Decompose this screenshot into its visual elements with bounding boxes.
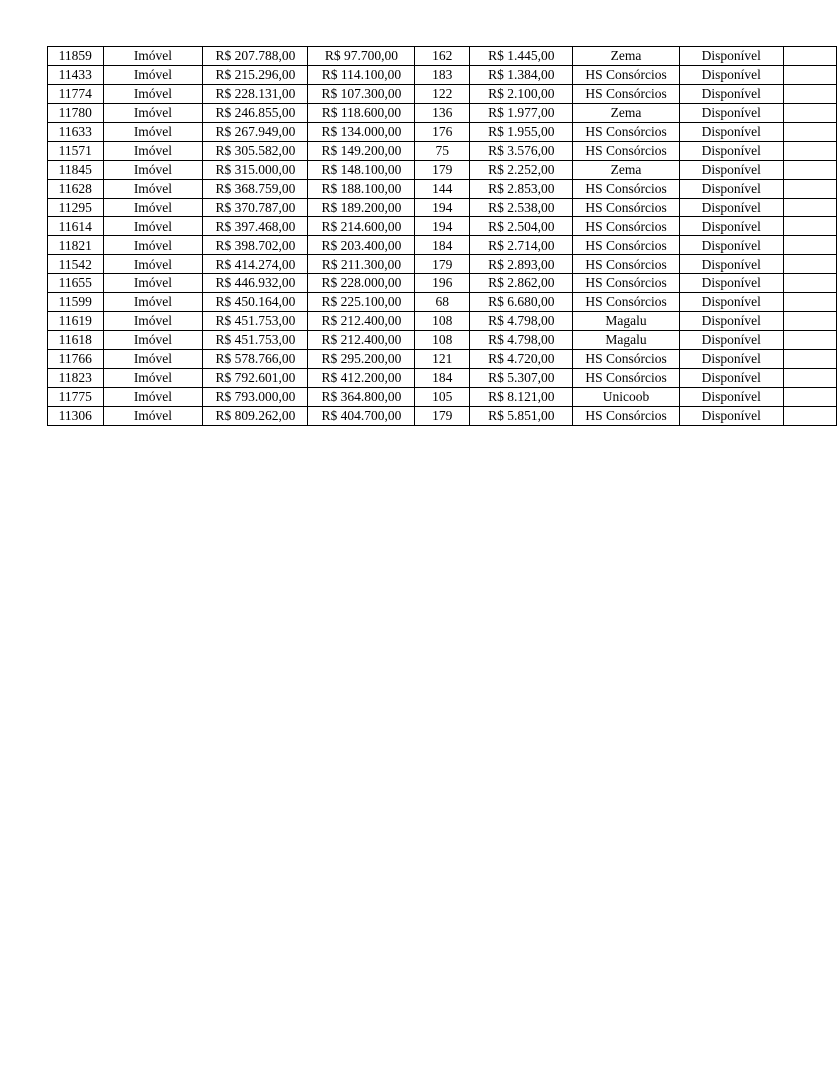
cell-paid-value: R$ 212.400,00: [308, 331, 415, 350]
cell-installment: R$ 8.121,00: [470, 387, 573, 406]
cell-asset-type: Imóvel: [103, 198, 203, 217]
table-row: [48, 198, 837, 217]
cell-id: 11775: [48, 387, 104, 406]
cell-installment: R$ 1.445,00: [470, 47, 573, 66]
cell-paid-value: R$ 148.100,00: [308, 160, 415, 179]
cell-administrator: HS Consórcios: [573, 274, 679, 293]
cell-status: Disponível: [679, 122, 783, 141]
cell-administrator: HS Consórcios: [573, 406, 679, 425]
consortium-listing-table: [47, 46, 837, 426]
table-body: [48, 47, 837, 426]
table-row: [48, 368, 837, 387]
cell-paid-value: R$ 212.400,00: [308, 312, 415, 331]
cell-asset-type: Imóvel: [103, 368, 203, 387]
cell-installment: R$ 2.538,00: [470, 198, 573, 217]
cell-credit-value: R$ 809.262,00: [203, 406, 308, 425]
cell-paid-value: R$ 97.700,00: [308, 47, 415, 66]
cell-extra: [783, 217, 836, 236]
cell-term: 194: [415, 217, 470, 236]
cell-asset-type: Imóvel: [103, 331, 203, 350]
cell-administrator: HS Consórcios: [573, 122, 679, 141]
cell-term: 105: [415, 387, 470, 406]
cell-term: 176: [415, 122, 470, 141]
cell-asset-type: Imóvel: [103, 160, 203, 179]
cell-credit-value: R$ 246.855,00: [203, 103, 308, 122]
cell-installment: R$ 5.307,00: [470, 368, 573, 387]
cell-administrator: HS Consórcios: [573, 141, 679, 160]
cell-installment: R$ 1.384,00: [470, 65, 573, 84]
cell-id: 11859: [48, 47, 104, 66]
cell-id: 11766: [48, 350, 104, 369]
cell-installment: R$ 5.851,00: [470, 406, 573, 425]
cell-id: 11633: [48, 122, 104, 141]
cell-extra: [783, 65, 836, 84]
cell-asset-type: Imóvel: [103, 65, 203, 84]
cell-paid-value: R$ 134.000,00: [308, 122, 415, 141]
cell-asset-type: Imóvel: [103, 236, 203, 255]
cell-installment: R$ 4.798,00: [470, 312, 573, 331]
cell-id: 11433: [48, 65, 104, 84]
cell-credit-value: R$ 368.759,00: [203, 179, 308, 198]
cell-extra: [783, 274, 836, 293]
cell-asset-type: Imóvel: [103, 387, 203, 406]
cell-term: 184: [415, 368, 470, 387]
cell-credit-value: R$ 315.000,00: [203, 160, 308, 179]
cell-term: 179: [415, 255, 470, 274]
table-row: [48, 331, 837, 350]
cell-credit-value: R$ 578.766,00: [203, 350, 308, 369]
table-row: [48, 179, 837, 198]
cell-installment: R$ 4.798,00: [470, 331, 573, 350]
cell-credit-value: R$ 793.000,00: [203, 387, 308, 406]
cell-asset-type: Imóvel: [103, 255, 203, 274]
cell-asset-type: Imóvel: [103, 84, 203, 103]
cell-paid-value: R$ 225.100,00: [308, 293, 415, 312]
table-row: [48, 84, 837, 103]
cell-id: 11823: [48, 368, 104, 387]
cell-paid-value: R$ 211.300,00: [308, 255, 415, 274]
cell-asset-type: Imóvel: [103, 406, 203, 425]
cell-paid-value: R$ 114.100,00: [308, 65, 415, 84]
cell-extra: [783, 84, 836, 103]
cell-id: 11619: [48, 312, 104, 331]
cell-extra: [783, 160, 836, 179]
cell-term: 194: [415, 198, 470, 217]
cell-installment: R$ 2.100,00: [470, 84, 573, 103]
cell-extra: [783, 103, 836, 122]
cell-installment: R$ 4.720,00: [470, 350, 573, 369]
cell-paid-value: R$ 412.200,00: [308, 368, 415, 387]
cell-administrator: Magalu: [573, 312, 679, 331]
cell-asset-type: Imóvel: [103, 47, 203, 66]
cell-credit-value: R$ 451.753,00: [203, 331, 308, 350]
cell-id: 11306: [48, 406, 104, 425]
cell-credit-value: R$ 215.296,00: [203, 65, 308, 84]
cell-administrator: Magalu: [573, 331, 679, 350]
cell-term: 196: [415, 274, 470, 293]
cell-extra: [783, 47, 836, 66]
cell-credit-value: R$ 207.788,00: [203, 47, 308, 66]
cell-status: Disponível: [679, 387, 783, 406]
cell-term: 179: [415, 406, 470, 425]
cell-status: Disponível: [679, 179, 783, 198]
table-row: [48, 255, 837, 274]
cell-status: Disponível: [679, 406, 783, 425]
cell-status: Disponível: [679, 255, 783, 274]
cell-term: 121: [415, 350, 470, 369]
cell-term: 179: [415, 160, 470, 179]
cell-credit-value: R$ 446.932,00: [203, 274, 308, 293]
cell-administrator: HS Consórcios: [573, 65, 679, 84]
table-row: [48, 160, 837, 179]
table-row: [48, 47, 837, 66]
cell-status: Disponível: [679, 65, 783, 84]
cell-administrator: Zema: [573, 160, 679, 179]
cell-credit-value: R$ 414.274,00: [203, 255, 308, 274]
cell-extra: [783, 331, 836, 350]
cell-id: 11845: [48, 160, 104, 179]
cell-administrator: HS Consórcios: [573, 236, 679, 255]
cell-asset-type: Imóvel: [103, 141, 203, 160]
cell-credit-value: R$ 228.131,00: [203, 84, 308, 103]
cell-status: Disponível: [679, 293, 783, 312]
cell-administrator: HS Consórcios: [573, 368, 679, 387]
cell-installment: R$ 1.955,00: [470, 122, 573, 141]
cell-paid-value: R$ 404.700,00: [308, 406, 415, 425]
cell-administrator: HS Consórcios: [573, 179, 679, 198]
cell-administrator: HS Consórcios: [573, 217, 679, 236]
cell-id: 11614: [48, 217, 104, 236]
cell-status: Disponível: [679, 331, 783, 350]
cell-credit-value: R$ 267.949,00: [203, 122, 308, 141]
table-row: [48, 217, 837, 236]
table-row: [48, 65, 837, 84]
cell-extra: [783, 293, 836, 312]
cell-status: Disponível: [679, 160, 783, 179]
table-row: [48, 141, 837, 160]
cell-paid-value: R$ 107.300,00: [308, 84, 415, 103]
cell-status: Disponível: [679, 350, 783, 369]
cell-status: Disponível: [679, 312, 783, 331]
cell-status: Disponível: [679, 141, 783, 160]
cell-asset-type: Imóvel: [103, 179, 203, 198]
cell-id: 11780: [48, 103, 104, 122]
cell-installment: R$ 1.977,00: [470, 103, 573, 122]
cell-term: 68: [415, 293, 470, 312]
cell-administrator: HS Consórcios: [573, 198, 679, 217]
cell-credit-value: R$ 305.582,00: [203, 141, 308, 160]
cell-installment: R$ 6.680,00: [470, 293, 573, 312]
table-row: [48, 103, 837, 122]
cell-installment: R$ 3.576,00: [470, 141, 573, 160]
cell-administrator: HS Consórcios: [573, 350, 679, 369]
cell-installment: R$ 2.862,00: [470, 274, 573, 293]
cell-term: 108: [415, 331, 470, 350]
table-row: [48, 350, 837, 369]
cell-asset-type: Imóvel: [103, 312, 203, 331]
cell-status: Disponível: [679, 217, 783, 236]
cell-administrator: HS Consórcios: [573, 84, 679, 103]
cell-id: 11774: [48, 84, 104, 103]
cell-administrator: Unicoob: [573, 387, 679, 406]
cell-credit-value: R$ 370.787,00: [203, 198, 308, 217]
cell-term: 183: [415, 65, 470, 84]
cell-id: 11542: [48, 255, 104, 274]
cell-extra: [783, 179, 836, 198]
cell-asset-type: Imóvel: [103, 350, 203, 369]
cell-id: 11628: [48, 179, 104, 198]
cell-extra: [783, 236, 836, 255]
table-row: [48, 312, 837, 331]
cell-extra: [783, 350, 836, 369]
table-row: [48, 293, 837, 312]
cell-credit-value: R$ 398.702,00: [203, 236, 308, 255]
cell-paid-value: R$ 228.000,00: [308, 274, 415, 293]
cell-id: 11618: [48, 331, 104, 350]
table-row: [48, 406, 837, 425]
cell-administrator: HS Consórcios: [573, 293, 679, 312]
cell-status: Disponível: [679, 274, 783, 293]
cell-paid-value: R$ 214.600,00: [308, 217, 415, 236]
cell-extra: [783, 406, 836, 425]
table-row: [48, 387, 837, 406]
cell-term: 162: [415, 47, 470, 66]
cell-status: Disponível: [679, 47, 783, 66]
cell-term: 144: [415, 179, 470, 198]
cell-status: Disponível: [679, 198, 783, 217]
cell-paid-value: R$ 189.200,00: [308, 198, 415, 217]
cell-paid-value: R$ 118.600,00: [308, 103, 415, 122]
cell-paid-value: R$ 149.200,00: [308, 141, 415, 160]
cell-installment: R$ 2.252,00: [470, 160, 573, 179]
cell-installment: R$ 2.893,00: [470, 255, 573, 274]
cell-installment: R$ 2.853,00: [470, 179, 573, 198]
cell-id: 11571: [48, 141, 104, 160]
cell-extra: [783, 122, 836, 141]
cell-installment: R$ 2.504,00: [470, 217, 573, 236]
cell-id: 11599: [48, 293, 104, 312]
cell-id: 11295: [48, 198, 104, 217]
cell-id: 11655: [48, 274, 104, 293]
cell-status: Disponível: [679, 236, 783, 255]
cell-term: 108: [415, 312, 470, 331]
table-row: [48, 236, 837, 255]
cell-extra: [783, 255, 836, 274]
cell-extra: [783, 198, 836, 217]
cell-extra: [783, 141, 836, 160]
cell-asset-type: Imóvel: [103, 274, 203, 293]
table-row: [48, 122, 837, 141]
cell-paid-value: R$ 364.800,00: [308, 387, 415, 406]
cell-administrator: Zema: [573, 103, 679, 122]
cell-credit-value: R$ 397.468,00: [203, 217, 308, 236]
cell-term: 75: [415, 141, 470, 160]
cell-asset-type: Imóvel: [103, 103, 203, 122]
table-row: [48, 274, 837, 293]
cell-administrator: HS Consórcios: [573, 255, 679, 274]
cell-extra: [783, 312, 836, 331]
cell-term: 184: [415, 236, 470, 255]
cell-status: Disponível: [679, 368, 783, 387]
cell-id: 11821: [48, 236, 104, 255]
cell-extra: [783, 368, 836, 387]
cell-credit-value: R$ 451.753,00: [203, 312, 308, 331]
cell-credit-value: R$ 450.164,00: [203, 293, 308, 312]
cell-asset-type: Imóvel: [103, 293, 203, 312]
cell-status: Disponível: [679, 84, 783, 103]
cell-installment: R$ 2.714,00: [470, 236, 573, 255]
cell-administrator: Zema: [573, 47, 679, 66]
cell-term: 122: [415, 84, 470, 103]
cell-paid-value: R$ 188.100,00: [308, 179, 415, 198]
cell-asset-type: Imóvel: [103, 217, 203, 236]
cell-paid-value: R$ 203.400,00: [308, 236, 415, 255]
cell-status: Disponível: [679, 103, 783, 122]
cell-paid-value: R$ 295.200,00: [308, 350, 415, 369]
cell-asset-type: Imóvel: [103, 122, 203, 141]
cell-credit-value: R$ 792.601,00: [203, 368, 308, 387]
cell-extra: [783, 387, 836, 406]
cell-term: 136: [415, 103, 470, 122]
